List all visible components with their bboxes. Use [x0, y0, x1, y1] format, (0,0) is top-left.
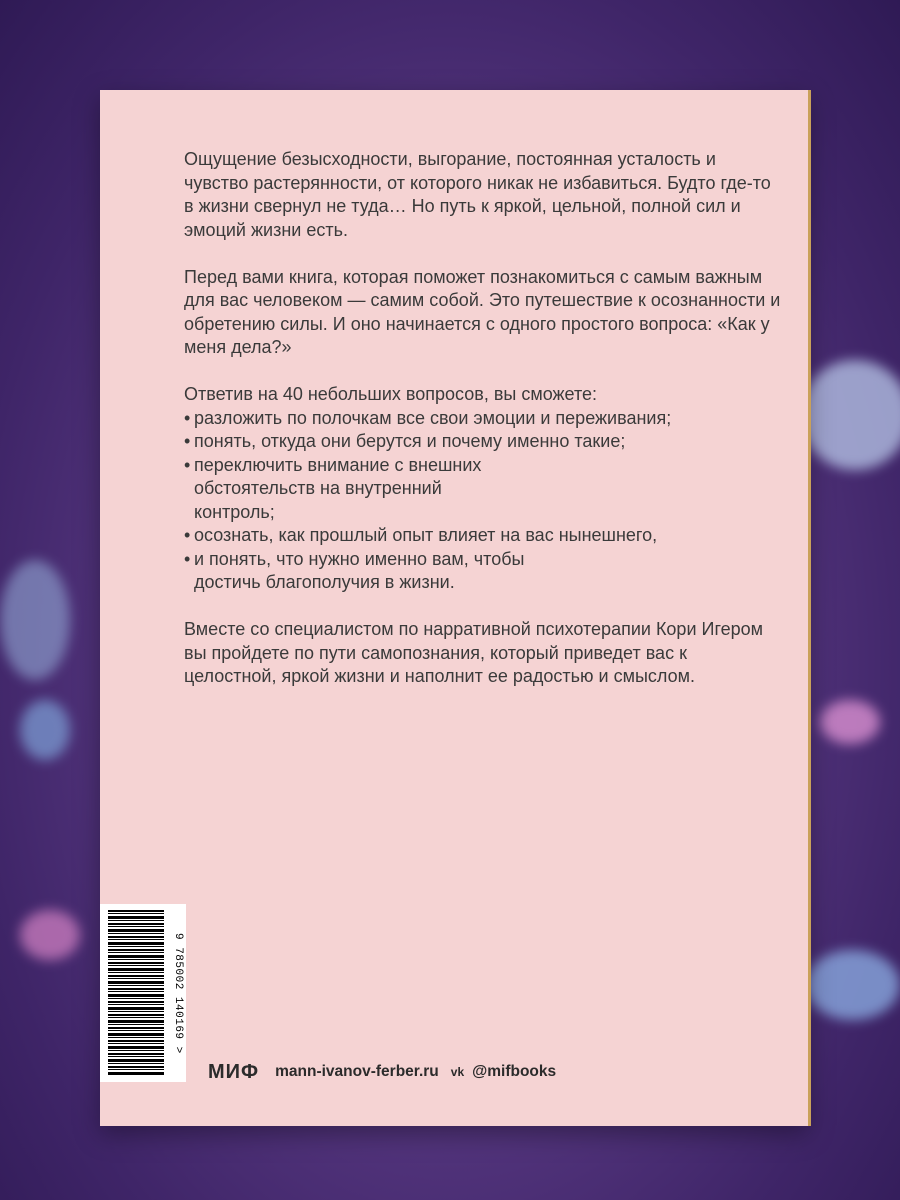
- list-item: • разложить по полочкам все свои эмоции и переживания;: [184, 407, 784, 431]
- cover-text: [184, 148, 784, 712]
- publisher-footer: [208, 1060, 556, 1084]
- list-item: • переключить внимание с внешних обстоятельств на внутренний контроль;: [184, 454, 504, 525]
- background-cloud: [805, 950, 900, 1020]
- list-item: • осознать, как прошлый опыт влияет на вас нынешнего,: [184, 524, 784, 548]
- background-cloud: [800, 360, 900, 470]
- background-cloud: [20, 910, 80, 960]
- list-item: • понять, откуда они берутся и почему именно такие;: [184, 430, 784, 454]
- background-cloud: [820, 700, 880, 744]
- background-cloud: [0, 560, 70, 680]
- intro-paragraph: Ощущение безысходности, выгорание, постоянная усталость и чувство растерянности, от которого никак не избавиться. Будто где-то в жизни свернул не туда… Но путь к яркой, цельной, полной сил и эмоций жизни есть.: [184, 149, 771, 240]
- closing-paragraph: Вместе со специалистом по нарративной психотерапии Кори Игером вы пройдете по пути самопознания, который приведет вас к целостной, яркой жизни и наполнит ее радостью и смыслом.: [184, 619, 764, 686]
- publisher-logo: МИФ: [208, 1060, 260, 1083]
- barcode-bars: [108, 910, 164, 1076]
- social-handle[interactable]: @mifbooks: [472, 1063, 557, 1080]
- barcode: [100, 904, 186, 1082]
- website-link[interactable]: mann-ivanov-ferber.ru: [275, 1063, 439, 1080]
- list-intro: Ответив на 40 небольших вопросов, вы сможете:: [184, 384, 598, 404]
- isbn-number: 9 785002 140169 >: [172, 932, 184, 1054]
- list-item: • и понять, что нужно именно вам, чтобы достичь благополучия в жизни.: [184, 548, 544, 595]
- benefits-list: [184, 407, 784, 595]
- vk-icon: vk: [450, 1065, 465, 1079]
- background-cloud: [20, 700, 70, 760]
- book-back-cover: [100, 90, 808, 1126]
- description-paragraph: Перед вами книга, которая поможет познакомиться с самым важным для вас человеком — самим собой. Это путешествие к осознанности и обретению силы. И оно начинается с одного простого вопроса: «Как у меня дела?»: [184, 266, 781, 357]
